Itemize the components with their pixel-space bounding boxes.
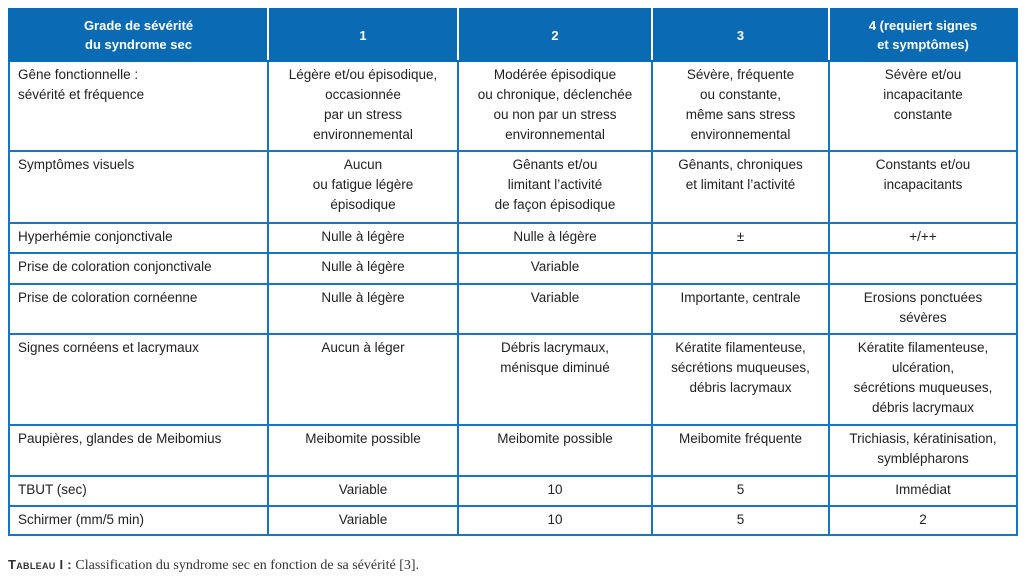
cell-value: Gênants et/ou limitant l’activité de façon épisodique (494, 157, 616, 212)
grade-1-cell (268, 223, 458, 253)
cell-value: Débris lacrymaux, ménisque diminué (500, 340, 610, 375)
table-caption (8, 557, 419, 574)
grade-2-cell (458, 61, 652, 151)
cell-value: Variable (530, 290, 580, 305)
grade-3-cell (652, 151, 829, 223)
row-label: Paupières, glandes de Meibomius (18, 431, 222, 446)
grade-3-cell (652, 425, 829, 476)
row-label-cell (9, 284, 268, 334)
grade-3-cell (652, 61, 829, 151)
grade-2-cell (458, 253, 652, 284)
severity-table (8, 8, 1018, 536)
cell-value: 10 (547, 482, 563, 497)
cell-value: Kératite filamenteuse, sécrétions muqueuses, débris lacrymaux (671, 340, 810, 395)
cell-value: Kératite filamenteuse, ulcération, sécrétions muqueuses, débris lacrymaux (853, 340, 993, 415)
row-label: Symptômes visuels (18, 157, 135, 172)
grade-1-cell (268, 61, 458, 151)
table-row (9, 476, 1017, 506)
table-row (9, 253, 1017, 284)
cell-value: +/++ (909, 229, 937, 244)
grade-2-cell (458, 476, 652, 506)
cell-value: Importante, centrale (680, 290, 801, 305)
header-cell-4 (829, 9, 1017, 61)
row-label-cell (9, 425, 268, 476)
row-label: TBUT (sec) (18, 482, 87, 497)
row-label-cell (9, 334, 268, 425)
cell-value: Nulle à légère (513, 229, 597, 244)
row-label-cell (9, 223, 268, 253)
grade-3-cell (652, 223, 829, 253)
cell-value: 2 (919, 512, 927, 527)
caption-label: Tableau I : (8, 557, 72, 572)
cell-value: Meibomite possible (305, 431, 421, 446)
grade-2-cell (458, 284, 652, 334)
cell-value: Modérée épisodique ou chronique, déclenchée ou non par un stress environnemental (477, 67, 633, 142)
grade-2-cell (458, 151, 652, 223)
cell-value: ± (736, 229, 745, 244)
grade-1-cell (268, 151, 458, 223)
cell-value: 5 (736, 482, 745, 497)
grade-1-cell (268, 425, 458, 476)
cell-value: Gênants, chroniques et limitant l’activité (678, 157, 803, 192)
header-cell-2 (458, 9, 652, 61)
row-label: Prise de coloration conjonctivale (18, 259, 212, 274)
grade-4-cell (829, 334, 1017, 425)
grade-3-cell (652, 284, 829, 334)
grade-4-cell (829, 151, 1017, 223)
cell-value: Constants et/ou incapacitants (875, 157, 971, 192)
header-text: 3 (736, 27, 745, 43)
grade-3-cell (652, 334, 829, 425)
cell-value: Trichiasis, kératinisation, symblépharons (849, 431, 997, 466)
cell-value: Légère et/ou épisodique, occasionnée par un stress environnemental (288, 67, 438, 142)
grade-3-cell (652, 476, 829, 506)
table-row (9, 506, 1017, 535)
header-cell-3 (652, 9, 829, 61)
grade-2-cell (458, 506, 652, 535)
cell-value: 10 (547, 512, 563, 527)
grade-3-cell (652, 506, 829, 535)
row-label: Gêne fonctionnelle : sévérité et fréquence (18, 67, 145, 102)
row-label-cell (9, 61, 268, 151)
cell-value: Variable (338, 482, 388, 497)
cell-value: Variable (530, 259, 580, 274)
header-text: Grade de sévérité du syndrome sec (83, 18, 194, 52)
grade-4-cell (829, 223, 1017, 253)
row-label: Prise de coloration cornéenne (18, 290, 198, 305)
grade-1-cell (268, 253, 458, 284)
header-cell-grade (9, 9, 268, 61)
row-label-cell (9, 253, 268, 284)
grade-2-cell (458, 223, 652, 253)
row-label: Signes cornéens et lacrymaux (18, 340, 199, 355)
table-row (9, 151, 1017, 223)
header-cell-1 (268, 9, 458, 61)
cell-value: Nulle à légère (321, 290, 405, 305)
grade-1-cell (268, 506, 458, 535)
cell-value: Immédiat (895, 482, 951, 497)
grade-1-cell (268, 334, 458, 425)
cell-value: Meibomite fréquente (678, 431, 803, 446)
grade-4-cell (829, 253, 1017, 284)
cell-value: Aucun ou fatigue légère épisodique (312, 157, 414, 212)
row-label-cell (9, 151, 268, 223)
grade-4-cell (829, 425, 1017, 476)
grade-2-cell (458, 425, 652, 476)
table-row (9, 223, 1017, 253)
row-label-cell (9, 476, 268, 506)
table-row (9, 284, 1017, 334)
cell-value: Meibomite possible (497, 431, 613, 446)
header-text: 1 (359, 27, 367, 43)
cell-value: Erosions ponctuées sévères (863, 290, 983, 325)
caption-text: Classification du syndrome sec en fonction de sa sévérité [3]. (71, 558, 420, 573)
grade-4-cell (829, 506, 1017, 535)
grade-1-cell (268, 476, 458, 506)
grade-2-cell (458, 334, 652, 425)
header-text: 2 (551, 27, 559, 43)
grade-3-cell (652, 253, 829, 284)
table-row (9, 61, 1017, 151)
row-label-cell (9, 506, 268, 535)
cell-value: Aucun à léger (321, 340, 405, 355)
header-text: 4 (requiert signes et symptômes) (868, 18, 978, 52)
cell-value: Nulle à légère (321, 259, 405, 274)
cell-value: Sévère, fréquente ou constante, même sans stress environnemental (685, 67, 796, 142)
cell-value: Nulle à légère (321, 229, 405, 244)
grade-4-cell (829, 61, 1017, 151)
grade-4-cell (829, 476, 1017, 506)
header-row (9, 9, 1017, 61)
row-label: Schirmer (mm/5 min) (18, 512, 145, 527)
table-row (9, 425, 1017, 476)
table-row (9, 334, 1017, 425)
cell-value: Variable (338, 512, 388, 527)
grade-4-cell (829, 284, 1017, 334)
cell-value: 5 (736, 512, 745, 527)
cell-value: Sévère et/ou incapacitante constante (883, 67, 963, 122)
row-label: Hyperhémie conjonctivale (18, 229, 173, 244)
grade-1-cell (268, 284, 458, 334)
